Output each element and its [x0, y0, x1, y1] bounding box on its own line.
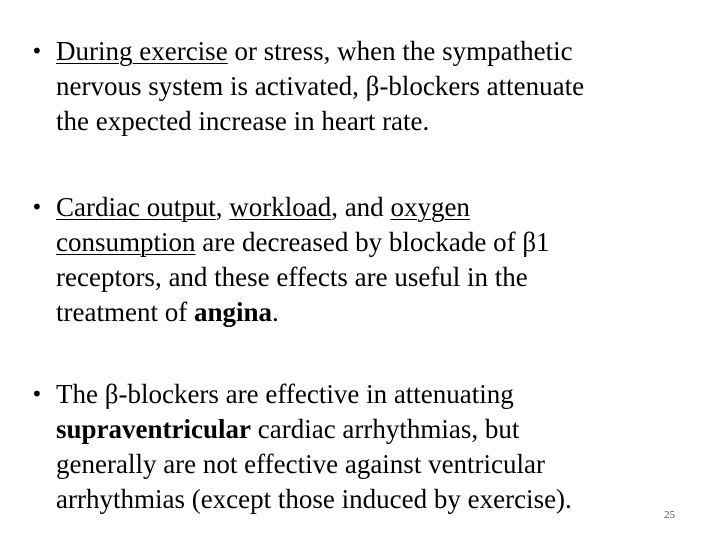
- bullet-marker: •: [31, 382, 43, 406]
- text-span: generally are not effective against ventricular: [56, 449, 546, 479]
- text-span: the expected increase in heart rate.: [56, 106, 430, 136]
- text-span: The β-blockers are effective in attenuating: [56, 379, 514, 409]
- text-line: [56, 190, 691, 225]
- bullet-item-arrhythmias: [31, 377, 691, 517]
- underlined-term: During exercise: [56, 36, 228, 66]
- text-span: ,: [215, 192, 230, 222]
- underlined-term: oxygen: [390, 192, 470, 222]
- bullet-text: [56, 377, 691, 517]
- text-span: are decreased by blockade of β1: [195, 227, 550, 257]
- underlined-term: workload: [229, 192, 332, 222]
- bold-term: supraventricular: [56, 414, 251, 444]
- text-line: [56, 69, 691, 104]
- text-line: [56, 447, 691, 482]
- text-span: nervous system is activated, β-blockers attenuate: [56, 71, 585, 101]
- text-line: [56, 412, 691, 447]
- text-span: , and: [331, 192, 391, 222]
- text-line: [56, 295, 691, 330]
- bullet-text: [56, 34, 691, 139]
- text-line: [56, 377, 691, 412]
- text-line: [56, 482, 691, 517]
- bullet-marker: •: [31, 195, 43, 219]
- bold-term: angina: [193, 297, 272, 327]
- text-span: or stress, when the sympathetic: [227, 36, 573, 66]
- bullet-text: [56, 190, 691, 330]
- text-span: cardiac arrhythmias, but: [251, 414, 520, 444]
- text-line: [56, 260, 691, 295]
- bullet-item-exercise: [31, 34, 691, 139]
- text-span: arrhythmias (except those induced by exercise).: [56, 484, 572, 514]
- text-span: .: [272, 297, 279, 327]
- text-line: [56, 225, 691, 260]
- bullet-marker: •: [31, 39, 43, 63]
- page-number: 25: [664, 509, 675, 521]
- bullet-item-cardiac-output: [31, 190, 691, 330]
- text-span: treatment of: [56, 297, 194, 327]
- text-line: [56, 34, 691, 69]
- text-line: [56, 104, 691, 139]
- text-span: receptors, and these effects are useful in the: [56, 262, 528, 292]
- underlined-term: consumption: [56, 227, 196, 257]
- underlined-term: Cardiac output: [56, 192, 216, 222]
